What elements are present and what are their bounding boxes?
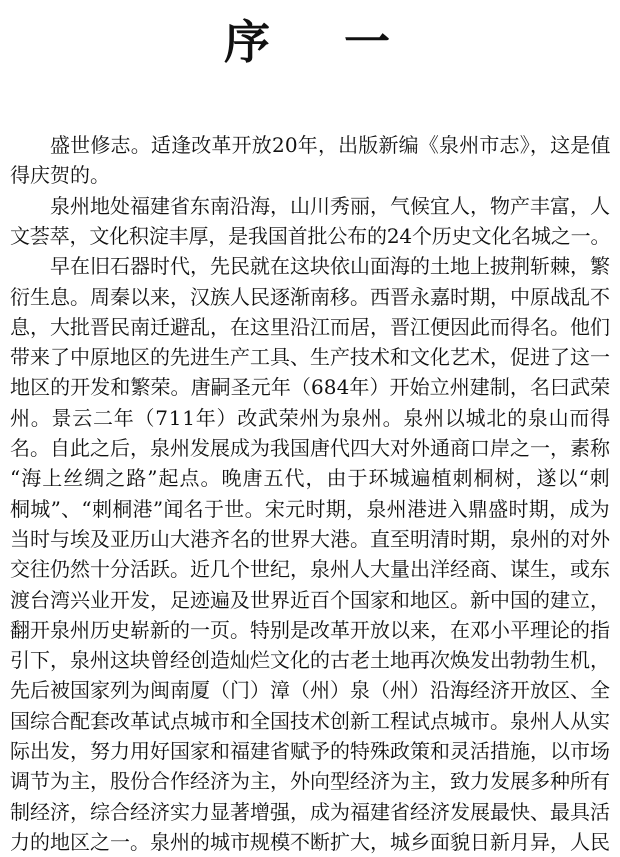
text-line: 当时与埃及亚历山大港齐名的世界大港。直至明清时期，泉州的对外 [10,526,610,551]
text-line: 衍生息。周秦以来，汉族人民逐渐南移。西晋永嘉时期，中原战乱不 [10,284,610,309]
text-line: 泉州地处福建省东南沿海，山川秀丽，气候宜人，物产丰富，人 [50,193,610,218]
text-line: 息，大批晋民南迁避乱，在这里沿江而居，晋江便因此而得名。他们 [10,314,610,339]
text-line: 盛世修志。适逢改革开放20年，出版新编《泉州市志》，这是值 [50,133,611,157]
text-line: 桐城”、“刺桐港”闻名于世。宋元时期，泉州港进入鼎盛时期，成为 [10,496,610,521]
text-line: 得庆贺的。 [10,163,110,188]
text-line: 翻开泉州历史崭新的一页。特别是改革开放以来，在邓小平理论的指 [10,617,610,642]
text-line: 渡台湾兴业开发，足迹遍及世界近百个国家和地区。新中国的建立， [10,587,610,612]
text-line: 力的地区之一。泉州的城市规模不断扩大，城乡面貌日新月异，人民 [10,829,610,854]
text-line: 调节为主，股份合作经济为主，外向型经济为主，致力发展多种所有 [10,769,610,794]
title-char-1: 序 [224,15,270,69]
text-line: 制经济，综合经济实力显著增强，成为福建省经济发展最快、最具活 [10,799,610,824]
page-title [0,6,620,69]
text-line: 带来了中原地区的先进生产工具、生产技术和文化艺术，促进了这一 [10,345,610,370]
text-line: 先后被国家列为闽南厦（门）漳（州）泉（州）沿海经济开放区、全 [10,678,610,703]
text-line: 州。景云二年（711年）改武荣州为泉州。泉州以城北的泉山而得 [10,405,611,430]
text-line: 引下，泉州这块曾经创造灿烂文化的古老土地再次焕发出勃勃生机， [10,648,610,673]
text-line: 际出发，努力用好国家和福建省赋予的特殊政策和灵活措施，以市场 [10,739,610,763]
text-line: 早在旧石器时代，先民就在这块依山面海的土地上披荆斩棘，繁 [50,254,610,279]
text-line: 名。自此之后，泉州发展成为我国唐代四大对外通商口岸之一，素称 [10,436,610,460]
text-line: “海上丝绸之路”起点。晚唐五代，由于环城遍植刺桐树，遂以“刺 [10,466,611,491]
text-line: 地区的开发和繁荣。唐嗣圣元年（684年）开始立州建制，名曰武荣 [10,375,611,400]
text-line: 国综合配套改革试点城市和全国技术创新工程试点城市。泉州人从实 [10,708,610,733]
text-line: 文荟萃，文化积淀丰厚，是我国首批公布的24个历史文化名城之一。 [10,223,611,248]
text-line: 交往仍然十分活跃。近几个世纪，泉州人大量出洋经商、谋生，或东 [10,557,610,582]
title-char-2: 一 [344,15,390,69]
